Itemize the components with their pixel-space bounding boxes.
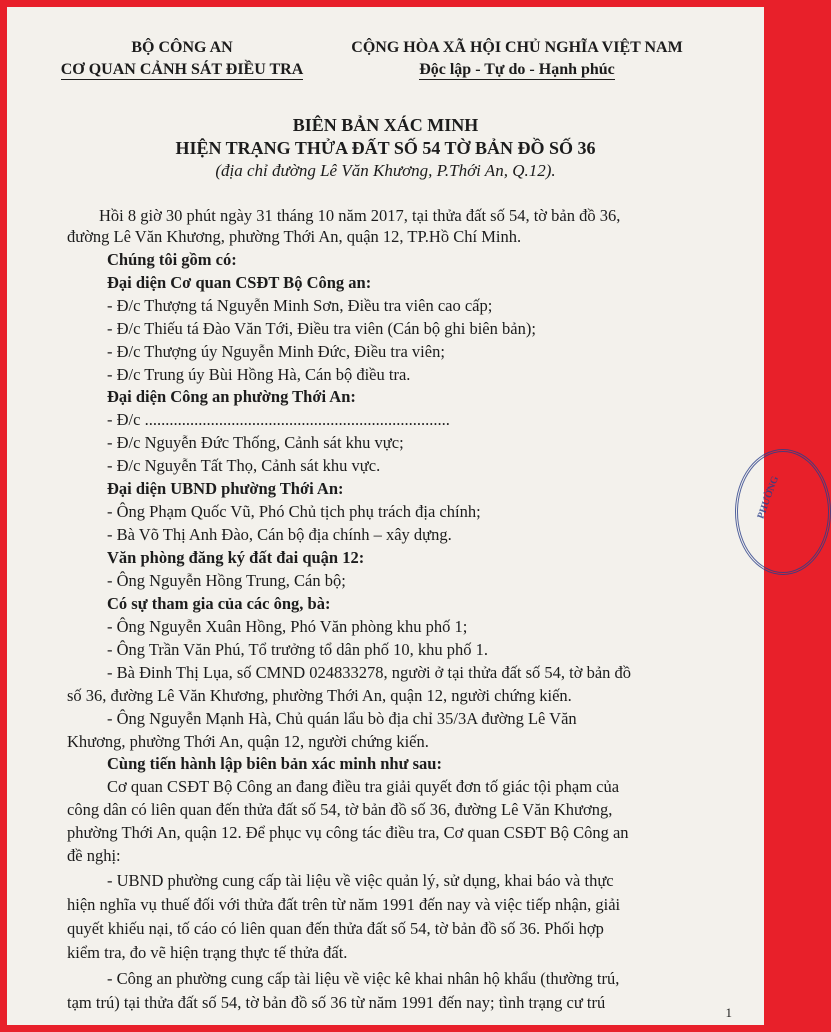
list-item: - Đ/c Thượng tá Nguyễn Minh Sơn, Điều tra viên cao cấp; [107, 296, 493, 315]
page-number: 1 [725, 1005, 732, 1020]
list-item: - Bà Võ Thị Anh Đào, Cán bộ địa chính – xây dựng. [107, 525, 452, 544]
doc-title: BIÊN BẢN XÁC MINH [292, 115, 479, 135]
section-heading: Đại diện Cơ quan CSĐT Bộ Công an: [107, 273, 372, 292]
body-line: công dân có liên quan đến thửa đất số 54, tờ bản đồ số 36, đường Lê Văn Khương, [67, 800, 613, 819]
list-item: - Ông Nguyễn Xuân Hồng, Phó Văn phòng khu phố 1; [107, 617, 468, 636]
body-line: Hồi 8 giờ 30 phút ngày 31 tháng 10 năm 2017, tại thửa đất số 54, tờ bản đồ 36, [99, 206, 621, 225]
ministry-name: BỘ CÔNG AN [131, 39, 233, 56]
list-item-continued: Khương, phường Thới An, quận 12, người chứng kiến. [67, 732, 429, 751]
body-line: quyết khiếu nại, tố cáo có liên quan đến thửa đất số 54, tờ bản đồ số 36. Phối hợp [67, 919, 604, 938]
list-item: - Ông Phạm Quốc Vũ, Phó Chủ tịch phụ trách địa chính; [107, 502, 481, 521]
list-item: - Đ/c Nguyễn Đức Thống, Cảnh sát khu vực; [107, 433, 404, 452]
list-item: - Đ/c .......................................................................... [107, 410, 450, 429]
agency-header [52, 37, 312, 81]
section-heading: Có sự tham gia của các ông, bà: [107, 594, 331, 613]
body-line: phường Thới An, quận 12. Để phục vụ công tác điều tra, Cơ quan CSĐT Bộ Công an [67, 823, 629, 842]
list-item: - Ông Trần Văn Phú, Tổ trưởng tổ dân phố 10, khu phố 1. [107, 640, 488, 659]
body-line: đề nghị: [67, 846, 121, 865]
agency-name: CƠ QUAN CẢNH SÁT ĐIỀU TRA [60, 61, 304, 78]
list-item: - Đ/c Thiếu tá Đào Văn Tới, Điều tra viên (Cán bộ ghi biên bản); [107, 319, 536, 338]
section-heading: Cùng tiến hành lập biên bản xác minh như sau: [107, 754, 442, 773]
list-item-continued: số 36, đường Lê Văn Khương, phường Thới An, quận 12, người chứng kiến. [67, 686, 572, 705]
seal-text: PHƯỜNG [755, 474, 782, 521]
section-heading: Văn phòng đăng ký đất đai quận 12: [107, 548, 365, 567]
body-line: kiểm tra, đo vẽ hiện trạng thực tế thửa đất. [67, 943, 348, 962]
national-header [307, 37, 727, 81]
country-name: CỘNG HÒA XÃ HỘI CHỦ NGHĨA VIỆT NAM [351, 39, 683, 56]
section-heading: Đại diện UBND phường Thới An: [107, 479, 344, 498]
list-item: - Đ/c Nguyễn Tất Thọ, Cảnh sát khu vực. [107, 456, 381, 475]
official-seal [735, 449, 831, 575]
body-line: tạm trú) tại thửa đất số 54, tờ bản đồ số 36 từ năm 1991 đến nay; tình trạng cư trú [67, 993, 606, 1012]
section-heading: Đại diện Công an phường Thới An: [107, 387, 356, 406]
section-heading: Chúng tôi gồm có: [107, 250, 237, 269]
list-item: - Bà Đinh Thị Lụa, số CMND 024833278, người ở tại thửa đất số 54, tờ bản đồ [107, 663, 632, 682]
list-item: - Ông Nguyễn Hồng Trung, Cán bộ; [107, 571, 346, 590]
body-line: hiện nghĩa vụ thuế đối với thửa đất trên từ năm 1991 đến nay và việc tiếp nhận, giải [67, 895, 621, 914]
list-item: - Đ/c Trung úy Bùi Hồng Hà, Cán bộ điều tra. [107, 365, 411, 384]
body-line: - Công an phường cung cấp tài liệu về việc kê khai nhân hộ khẩu (thường trú, [107, 969, 620, 988]
document-page [7, 7, 782, 1025]
body-line: - UBND phường cung cấp tài liệu về việc quản lý, sử dụng, khai báo và thực [107, 871, 614, 890]
doc-subject: HIỆN TRẠNG THỬA ĐẤT SỐ 54 TỜ BẢN ĐỒ SỐ 36 [175, 138, 596, 158]
motto: Độc lập - Tự do - Hạnh phúc [419, 61, 615, 78]
body-line: đường Lê Văn Khương, phường Thới An, quận 12, TP.Hồ Chí Minh. [67, 227, 522, 246]
list-item: - Đ/c Thượng úy Nguyễn Minh Đức, Điều tra viên; [107, 342, 445, 361]
doc-address: (địa chỉ đường Lê Văn Khương, P.Thới An, Q.12). [215, 161, 556, 180]
list-item: - Ông Nguyễn Mạnh Hà, Chủ quán lẩu bò địa chỉ 35/3A đường Lê Văn [107, 709, 577, 728]
body-line: Cơ quan CSĐT Bộ Công an đang điều tra giải quyết đơn tố giác tội phạm của [107, 777, 620, 796]
